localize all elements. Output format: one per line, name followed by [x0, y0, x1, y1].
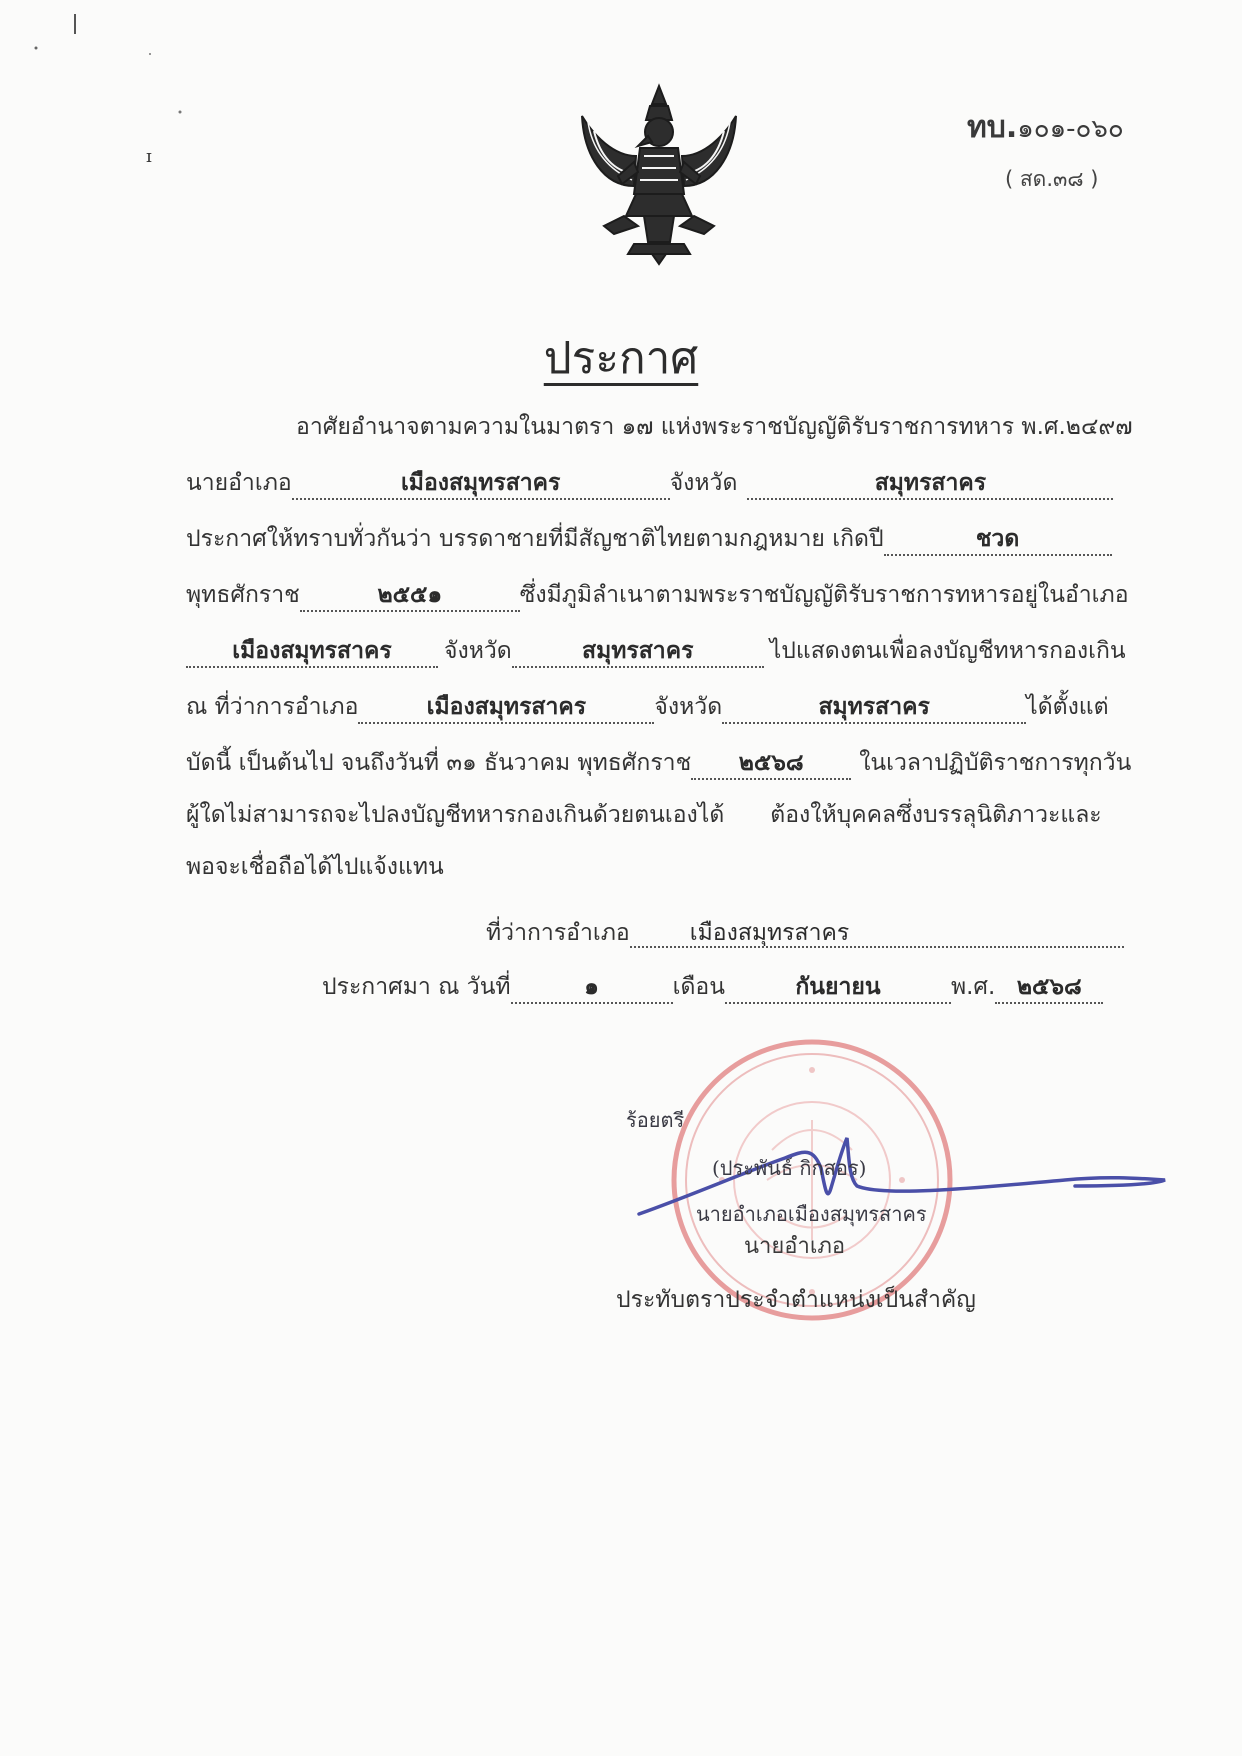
signer-position-2: นายอำเภอ [744, 1234, 846, 1259]
form-number: ( สด.๓๘ ) [1005, 167, 1099, 191]
office-hours-text: ในเวลาปฏิบัติราชการทุกวัน [859, 750, 1132, 776]
rank-text: ร้อยตรี [626, 1108, 685, 1132]
domicile-text: ซึ่งมีภูมิลำเนาตามพระราชบัญญัติรับราชการทหารอยู่ในอำเภอ [519, 582, 1129, 608]
body-line-1 [296, 410, 1133, 444]
body-line-2 [186, 466, 1113, 500]
office-line [486, 916, 1124, 950]
proxy-text-1: ผู้ใดไม่สามารถจะไปลงบัญชีทหารกองเกินด้วยตนเองได้ [186, 802, 725, 828]
body-line-7 [186, 746, 1131, 780]
office-province-field: สมุทรสาคร [722, 692, 1026, 724]
province-field: สมุทรสาคร [747, 468, 1113, 500]
document-code [967, 104, 1124, 151]
body-line-6 [186, 690, 1109, 724]
body-line-4 [186, 578, 1129, 612]
year-label: พ.ศ. [950, 974, 996, 1000]
code-number: ๑๐๑-๐๖๐ [1017, 114, 1124, 144]
garuda-emblem [574, 76, 744, 270]
month-field: กันยายน [725, 972, 951, 1004]
province-label-3: จังหวัด [654, 694, 723, 720]
province-label: จังหวัด [669, 470, 738, 496]
signer-name: (ประพันธ์ กิกสอร) [712, 1156, 867, 1180]
birth-year-animal-field: ชวด [884, 524, 1112, 556]
province-label-2: จังหวัด [444, 638, 512, 664]
body-line-5 [186, 634, 1126, 668]
issuing-office-label: ที่ว่าการอำเภอ [486, 920, 630, 946]
district-field: เมืองสมุทรสาคร [292, 468, 670, 500]
domicile-district-field: เมืองสมุทรสาคร [186, 636, 438, 668]
code-prefix: ทบ. [967, 110, 1018, 145]
announce-date-line [322, 970, 1103, 1004]
svg-text:ɪ: ɪ [146, 146, 152, 167]
announcement-title: ประกาศ [543, 333, 699, 384]
seal-note: ประทับตราประจำตำแหน่งเป็นสำคัญ [616, 1287, 976, 1313]
issuing-office-field: เมืองสมุทรสาคร [630, 918, 1124, 948]
office-label: ณ ที่ว่าการอำเภอ [186, 694, 359, 720]
office-district-field: เมืองสมุทรสาคร [358, 692, 654, 724]
domicile-province-field: สมุทรสาคร [512, 636, 764, 668]
birth-year-field: ๒๕๕๑ [300, 580, 520, 612]
proxy-text-2: ต้องให้บุคคลซึ่งบรรลุนิติภาวะและ [770, 802, 1102, 828]
body-line-9 [186, 850, 444, 884]
district-chief-label: นายอำเภอ [186, 470, 292, 496]
proxy-text-3: พอจะเชื่อถือได้ไปแจ้งแทน [186, 854, 444, 880]
until-date-text: บัดนี้ เป็นต้นไป จนถึงวันที่ ๓๑ ธันวาคม พุทธศักราช [186, 750, 692, 776]
announce-to-all-text: ประกาศให้ทราบทั่วกันว่า บรรดาชายที่มีสัญชาติไทยตามกฎหมาย เกิดปี [186, 526, 884, 552]
year-field: ๒๕๖๘ [995, 972, 1103, 1004]
body-line-8 [186, 798, 1102, 832]
deadline-year-field: ๒๕๖๘ [691, 748, 851, 780]
scan-marks [0, 0, 220, 180]
body-line-3 [186, 522, 1112, 556]
buddhist-era-label: พุทธศักราช [186, 582, 300, 608]
signer-position-1: นายอำเภอเมืองสมุทรสาคร [696, 1202, 927, 1226]
from-text: ได้ตั้งแต่ [1026, 694, 1109, 720]
report-text: ไปแสดงตนเพื่อลงบัญชีทหารกองเกิน [769, 638, 1126, 664]
month-label: เดือน [672, 974, 725, 1000]
authority-text: อาศัยอำนาจตามความในมาตรา ๑๗ แห่งพระราชบัญญัติรับราชการทหาร พ.ศ.๒๔๙๗ [296, 414, 1133, 440]
day-field: ๑ [511, 972, 673, 1004]
announced-on-label: ประกาศมา ณ วันที่ [322, 974, 511, 1000]
